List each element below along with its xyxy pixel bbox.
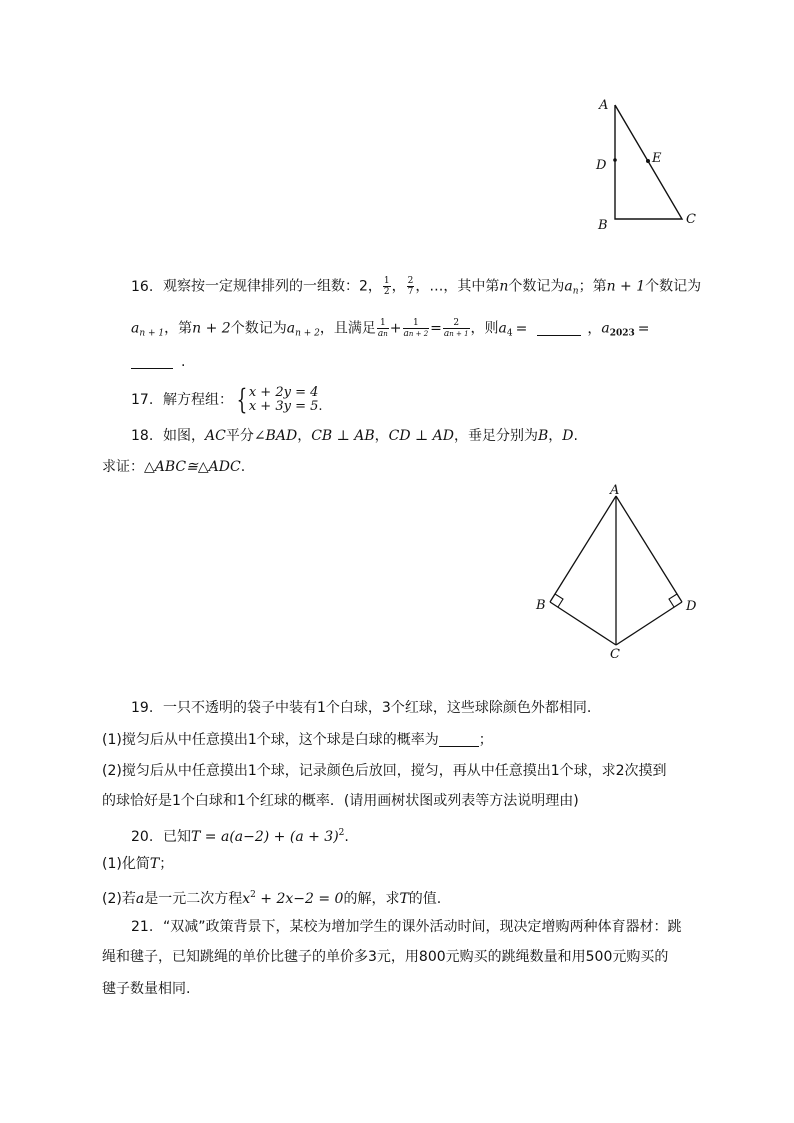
text: ，	[374, 428, 389, 444]
math: =	[515, 320, 528, 337]
math: T	[399, 891, 409, 907]
subscript: n + 2	[295, 328, 320, 339]
superscript: 2	[250, 890, 256, 900]
text: ，垂足分别为	[454, 428, 538, 444]
superscript: 2	[338, 828, 345, 838]
subscript: 2023	[609, 328, 635, 339]
question-number: 16.	[131, 278, 154, 295]
text: ；	[159, 856, 174, 872]
math: D	[562, 428, 574, 444]
math: n	[499, 278, 509, 295]
math: a	[564, 278, 573, 295]
text: 一只不透明的袋子中装有1个白球，3个红球，这些球除颜色外都相同.	[163, 700, 592, 716]
text: 个数记为	[645, 278, 702, 295]
label-e: E	[652, 151, 662, 166]
math: a	[131, 320, 140, 337]
math: a	[601, 320, 610, 337]
text: .	[240, 459, 246, 475]
text: 平分	[225, 428, 254, 444]
text: 解方程组：	[163, 392, 233, 408]
fraction: $\frac{2}{7}$	[407, 276, 414, 297]
subscript: n + 1	[139, 328, 165, 339]
text: ；	[478, 732, 493, 748]
text: 观察按一定规律排列的一组数：2，	[163, 278, 382, 295]
text: 毽子数量相同.	[102, 981, 191, 997]
math: a	[498, 320, 507, 337]
text: .	[344, 829, 349, 845]
text: 的解，求	[343, 891, 400, 907]
figure-kite	[530, 482, 700, 662]
answer-blank[interactable]	[131, 354, 173, 369]
text: 绳和毽子，已知跳绳的单价比毽子的单价多3元，用800元购买的跳绳数量和用500元购买的	[102, 949, 669, 965]
q16-line1	[131, 276, 701, 302]
fraction: $\frac{1}{2}$	[383, 276, 390, 297]
point-d	[613, 158, 617, 162]
text: 的球恰好是1个白球和1个红球的概率．(请用画树状图或列表等方法说明理由)	[102, 793, 579, 809]
text: ，	[548, 428, 563, 444]
right-angle-b	[555, 594, 563, 607]
math: a	[286, 320, 296, 337]
q16-line2	[131, 318, 650, 344]
math: n + 2	[192, 320, 231, 337]
label-a: A	[610, 483, 620, 498]
text: “双减”政策背景下，某校为增加学生的课外活动时间，现决定增购两种体育器材：跳	[163, 919, 682, 935]
q20-part2	[102, 885, 441, 909]
text: .	[181, 354, 186, 370]
math: =	[637, 320, 650, 337]
fraction: $\frac{1}{an + 2}$	[403, 318, 429, 339]
q20-line1	[131, 823, 349, 847]
text: (2)若	[102, 891, 136, 907]
q19-part2-line1	[102, 761, 667, 781]
math: T	[149, 856, 160, 872]
math: CB ⊥ AB	[311, 428, 375, 444]
text: .	[573, 428, 578, 444]
text: 如图，	[163, 428, 205, 444]
text: 是一元二次方程	[144, 891, 243, 907]
text: ，	[391, 278, 406, 295]
text: (1)搅匀后从中任意摸出1个球，这个球是白球的概率为	[102, 732, 439, 748]
text: ，第	[164, 320, 193, 337]
math: CD ⊥ AD	[388, 428, 454, 444]
segment-bc	[550, 602, 616, 645]
q18-line2	[102, 457, 245, 477]
subscript: 4	[506, 328, 513, 339]
text: ，	[587, 320, 602, 337]
label-b: B	[598, 218, 608, 233]
question-number: 18.	[131, 428, 154, 444]
segment-ad	[616, 496, 682, 602]
text: 个数记为	[230, 320, 287, 337]
text: 已知	[163, 829, 191, 845]
math: B	[538, 428, 549, 444]
point-e	[646, 159, 650, 163]
q19-line1	[131, 698, 591, 718]
label-c: C	[610, 647, 620, 662]
question-number: 17.	[131, 392, 154, 408]
text: (2)搅匀后从中任意摸出1个球，记录颜色后放回，搅匀，再从中任意摸出1个球，求2次摸到	[102, 763, 667, 779]
math: +	[389, 320, 402, 337]
answer-blank[interactable]	[439, 732, 479, 747]
brace-symbol: {	[236, 383, 248, 416]
math: n + 1	[606, 278, 646, 295]
equation-system: x + 2y = 4 x + 3y = 5.	[248, 385, 323, 414]
q21-line1	[131, 917, 682, 937]
math: x	[242, 891, 251, 907]
text: ，且满足	[319, 320, 376, 337]
q20-part1	[102, 854, 173, 874]
text: ，	[297, 428, 312, 444]
math: + 2x−2 = 0	[255, 891, 344, 907]
label-c: C	[686, 212, 696, 227]
question-number: 20.	[131, 829, 154, 845]
text: ，则	[470, 320, 499, 337]
answer-blank[interactable]	[537, 321, 581, 336]
subscript: n	[572, 286, 579, 297]
segment-ab	[550, 496, 616, 602]
segment-dc	[616, 602, 682, 645]
text: 求证：	[102, 459, 144, 475]
q21-line2	[102, 947, 668, 967]
label-d: D	[596, 158, 607, 173]
right-angle-d	[669, 594, 677, 607]
math: △ABC≅△ADC	[144, 459, 241, 475]
fraction: $\frac{1}{an}$	[377, 318, 388, 339]
q19-part1	[102, 730, 493, 750]
math: AC	[205, 428, 226, 444]
math: ∠BAD	[253, 428, 298, 444]
q18-line1	[131, 426, 578, 446]
q16-line3	[131, 352, 185, 372]
label-a: A	[599, 98, 609, 113]
question-number: 19.	[131, 700, 154, 716]
label-b: B	[536, 598, 546, 613]
math: T = a(a−2) + (a + 3)	[191, 829, 339, 845]
text: ，…，其中第	[415, 278, 500, 295]
math: a	[135, 891, 145, 907]
text: ；第	[578, 278, 607, 295]
text: 的值.	[408, 891, 442, 907]
figure-right-triangle	[590, 95, 710, 235]
fraction: $\frac{2}{an + 1}$	[443, 318, 469, 339]
q19-part2-line2	[102, 791, 579, 811]
text: (1)化简	[102, 856, 150, 872]
text: 个数记为	[508, 278, 565, 295]
math: =	[430, 320, 442, 337]
q21-line3	[102, 979, 190, 999]
q17	[131, 383, 323, 416]
question-number: 21.	[131, 919, 154, 935]
label-d: D	[686, 599, 697, 614]
